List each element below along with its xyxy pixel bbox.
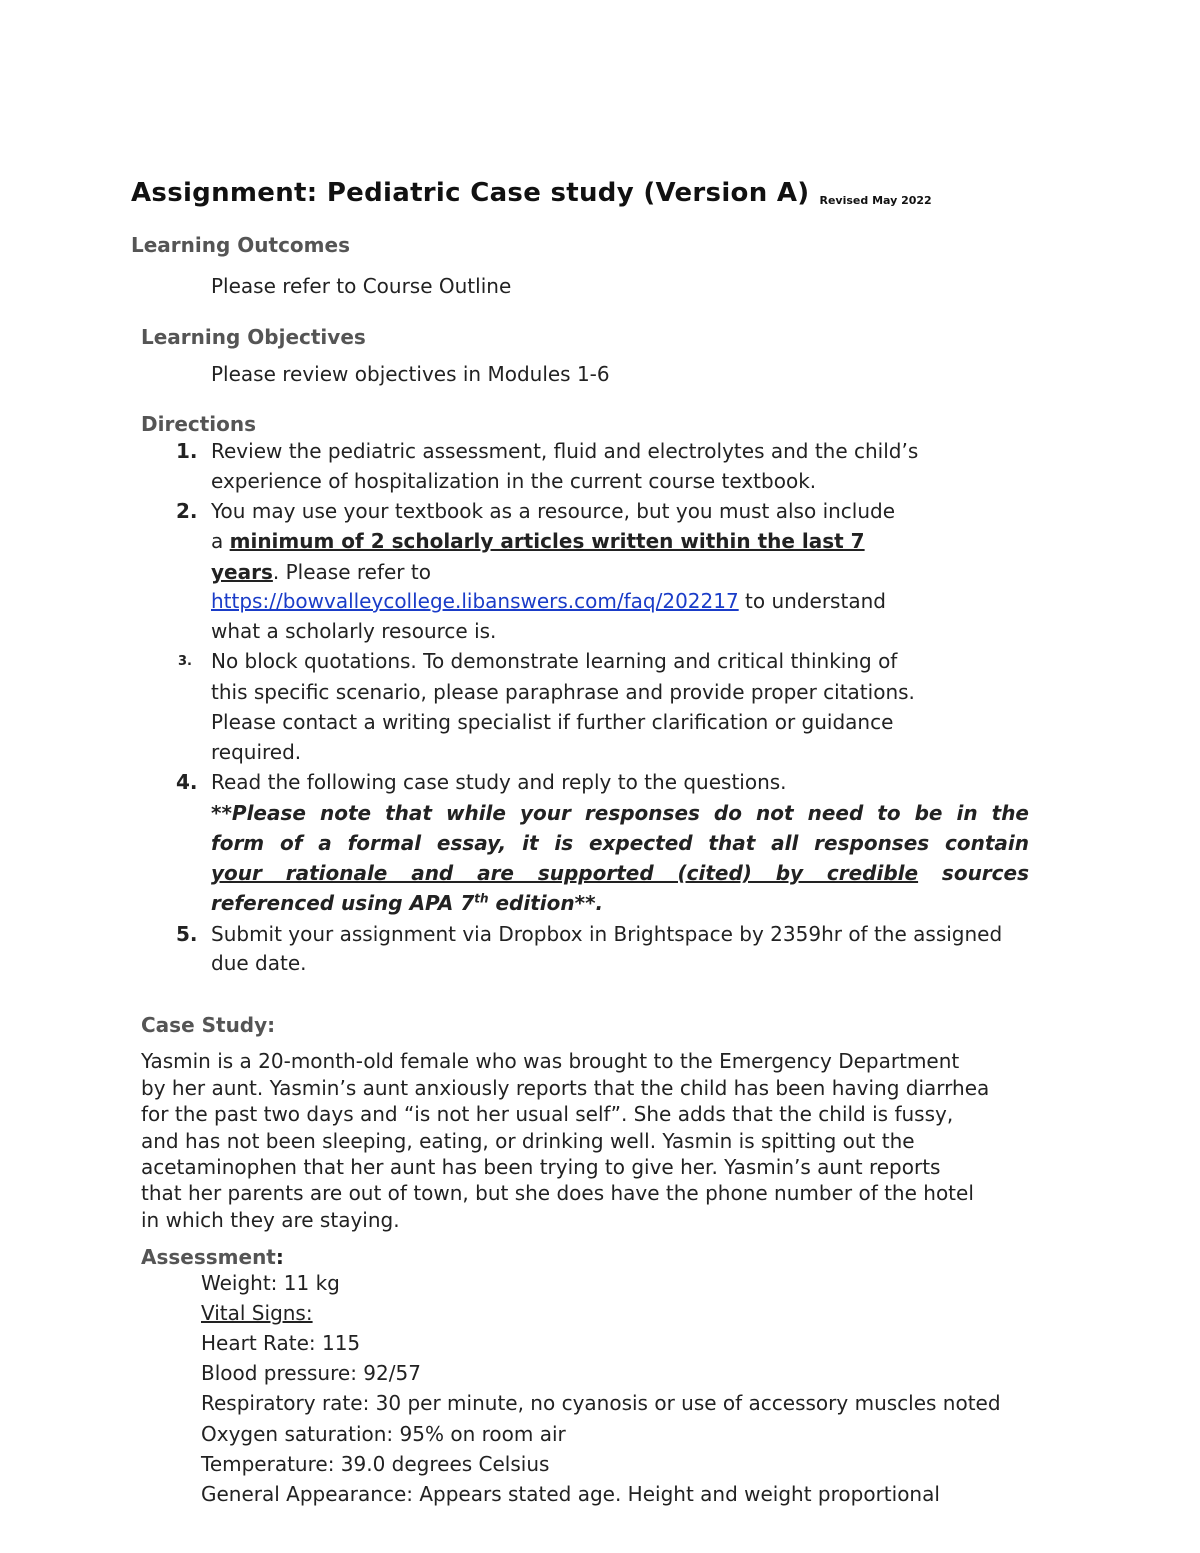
assessment-item-heart-rate: Heart Rate: 115: [201, 1331, 361, 1355]
case-study-line-6: that her parents are out of town, but she does have the phone number of the hotel: [141, 1181, 974, 1205]
direction-2-line-4: [211, 589, 886, 613]
direction-number-2: 2.: [176, 499, 198, 523]
direction-2-line-4-suffix: to understand: [738, 589, 886, 613]
assessment-heading-text: Assessment: [141, 1245, 276, 1269]
direction-5-line-1: Submit your assignment via Dropbox in Brightspace by 2359hr of the assigned: [211, 922, 1003, 946]
direction-4-note-3-underlined: your rationale and are supported (cited) by credible: [211, 861, 919, 885]
vital-signs-label: Vital Signs:: [201, 1301, 313, 1325]
assessment-item-blood-pressure: Blood pressure: 92/57: [201, 1361, 421, 1385]
assessment-heading-colon: :: [275, 1245, 284, 1269]
direction-4-note-4-sup: th: [474, 891, 489, 906]
direction-4-note-1: **Please note that while your responses do not need to be in the: [211, 801, 1029, 825]
case-study-line-4: and has not been sleeping, eating, or drinking well. Yasmin is spitting out the: [141, 1129, 915, 1153]
title-text: Assignment: Pediatric Case study (Version A): [131, 178, 810, 208]
direction-2-line-2: [211, 529, 865, 553]
direction-2-line-3-suffix: . Please refer to: [272, 560, 431, 584]
learning-objectives-text: Please review objectives in Modules 1-6: [211, 362, 610, 386]
direction-3-line-4: required.: [211, 740, 302, 764]
direction-2-line-5: what a scholarly resource is.: [211, 619, 497, 643]
direction-3-line-2: this specific scenario, please paraphrase and provide proper citations.: [211, 680, 915, 704]
direction-4-note-4: [211, 891, 603, 915]
direction-2-line-2-prefix: a: [211, 529, 230, 553]
assessment-item-respiratory-rate: Respiratory rate: 30 per minute, no cyanosis or use of accessory muscles noted: [201, 1391, 1001, 1415]
assessment-item-oxygen-saturation: Oxygen saturation: 95% on room air: [201, 1422, 566, 1446]
direction-4-note-4-suffix: edition**.: [488, 891, 604, 915]
assessment-heading: [141, 1245, 284, 1269]
case-study-line-2: by her aunt. Yasmin’s aunt anxiously reports that the child has been having diarrhea: [141, 1076, 990, 1100]
direction-5-line-2: due date.: [211, 951, 307, 975]
direction-4-note-4-prefix: referenced using APA 7: [211, 891, 475, 915]
assessment-item-general-appearance: General Appearance: Appears stated age. Height and weight proportional: [201, 1482, 940, 1506]
case-study-heading: Case Study:: [141, 1013, 276, 1037]
direction-number-5: 5.: [176, 922, 198, 946]
learning-objectives-heading: Learning Objectives: [141, 325, 366, 349]
direction-number-1: 1.: [176, 439, 198, 463]
case-study-line-1: Yasmin is a 20-month-old female who was brought to the Emergency Department: [141, 1049, 960, 1073]
revised-note: Revised May 2022: [819, 194, 932, 207]
direction-4-note-3: [211, 861, 1029, 885]
direction-number-3: 3.: [178, 654, 192, 669]
document-title: [131, 178, 932, 208]
learning-outcomes-text: Please refer to Course Outline: [211, 274, 512, 298]
direction-4-note-2: form of a formal essay, it is expected that all responses contain: [211, 831, 1029, 855]
assessment-item-temperature: Temperature: 39.0 degrees Celsius: [201, 1452, 550, 1476]
direction-2-line-3: [211, 560, 431, 584]
direction-4-note-3-suffix: sources: [918, 861, 1029, 885]
direction-2-emphasis-years: years: [211, 560, 273, 584]
directions-heading: Directions: [141, 412, 257, 436]
direction-4-line-1: Read the following case study and reply to the questions.: [211, 770, 787, 794]
scholarly-resource-link[interactable]: https://bowvalleycollege.libanswers.com/faq/202217: [211, 589, 739, 613]
direction-1-line-2: experience of hospitalization in the current course textbook.: [211, 469, 817, 493]
direction-2-line-1: You may use your textbook as a resource, but you must also include: [211, 499, 896, 523]
case-study-line-7: in which they are staying.: [141, 1208, 400, 1232]
direction-1-line-1: Review the pediatric assessment, fluid and electrolytes and the child’s: [211, 439, 919, 463]
case-study-line-5: acetaminophen that her aunt has been trying to give her. Yasmin’s aunt reports: [141, 1155, 941, 1179]
assessment-weight: Weight: 11 kg: [201, 1271, 340, 1295]
learning-outcomes-heading: Learning Outcomes: [131, 233, 350, 257]
direction-3-line-3: Please contact a writing specialist if further clarification or guidance: [211, 710, 894, 734]
direction-3-line-1: No block quotations. To demonstrate learning and critical thinking of: [211, 649, 898, 673]
direction-number-4: 4.: [176, 770, 198, 794]
case-study-line-3: for the past two days and “is not her usual self”. She adds that the child is fussy,: [141, 1102, 954, 1126]
direction-2-emphasis: minimum of 2 scholarly articles written within the last 7: [229, 529, 865, 553]
